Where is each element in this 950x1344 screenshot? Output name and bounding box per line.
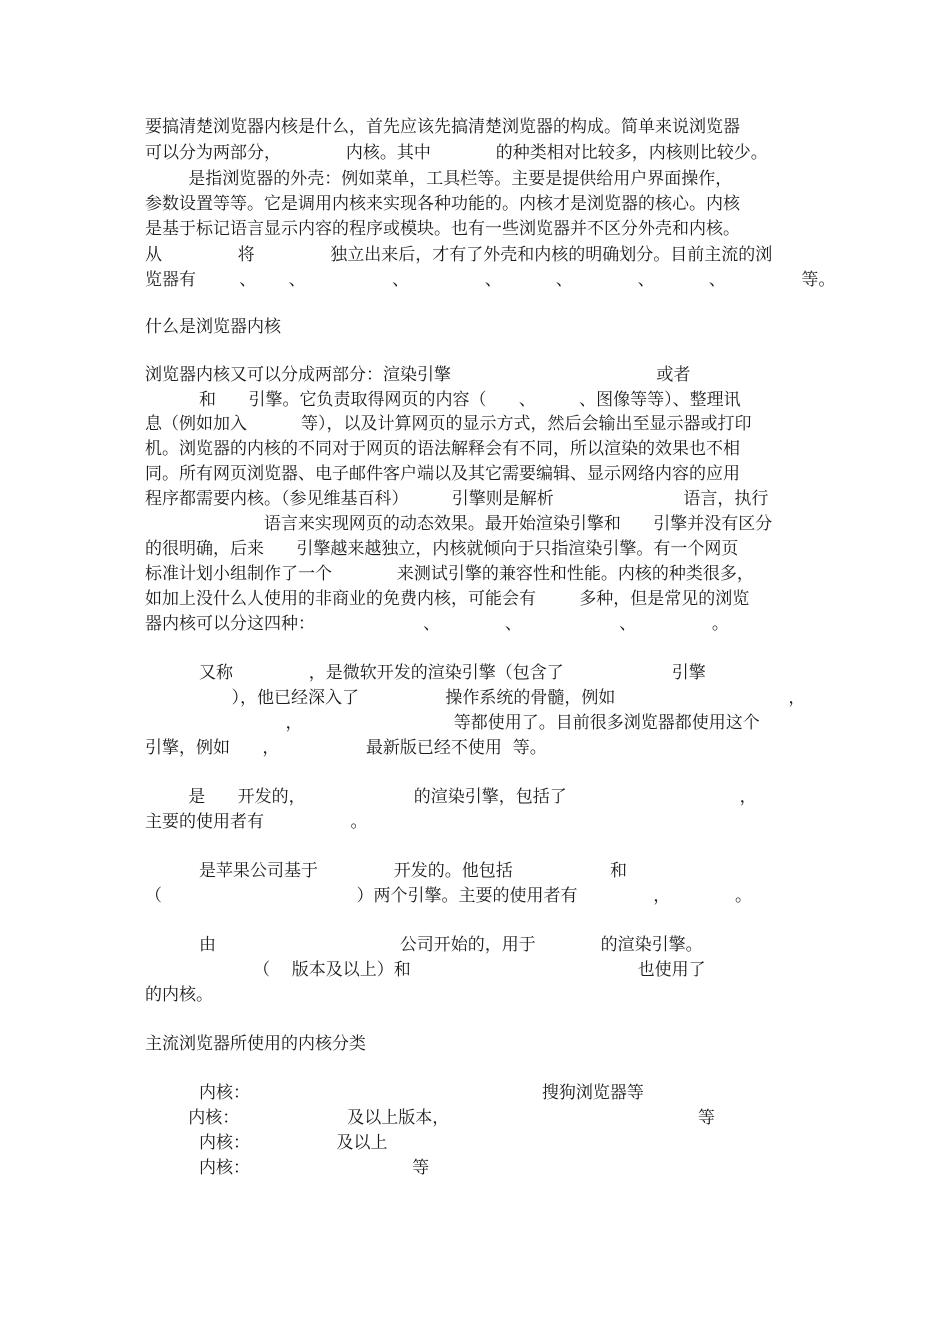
text-line: 和 引擎。它负责取得网页的内容（ 、 、图像等等）、整理讯 — [145, 390, 741, 410]
list-item: 内核： 搜狗浏览器等 — [145, 1083, 644, 1103]
text-line: 是苹果公司基于 开发的。他包括 和 — [145, 861, 627, 881]
text-line: 可以分为两部分， 内核。其中 的种类相对比较多，内核则比较少。 — [145, 143, 768, 163]
text-line: ），他已经深入了 操作系统的骨髓，例如 ， — [145, 688, 806, 708]
section-heading: 什么是浏览器内核 — [145, 317, 281, 337]
text-line: 从 将 独立出来后，才有了外壳和内核的明确划分。目前主流的浏 — [145, 245, 773, 265]
text-line: 息（例如加入 等），以及计算网页的显示方式，然后会输出至显示器或打印 — [145, 414, 752, 434]
list-item: 内核： 及以上版本， 等 — [145, 1108, 715, 1128]
section-heading: 主流浏览器所使用的内核分类 — [145, 1034, 366, 1054]
list-item: 内核： 等 — [145, 1158, 430, 1178]
text-line: 是指浏览器的外壳：例如菜单，工具栏等。主要是提供给用户界面操作， — [145, 169, 733, 189]
text-line: 的内核。 — [145, 985, 213, 1005]
text-line: ， 等都使用了。目前很多浏览器都使用这个 — [145, 713, 760, 733]
text-line: 由 公司开始的，用于 的渲染引擎。 — [145, 935, 703, 955]
text-line: （ ）两个引擎。主要的使用者有 ， 。 — [145, 886, 753, 906]
text-line: 主要的使用者有 。 — [145, 812, 368, 832]
text-line: 语言来实现网页的动态效果。最开始渲染引擎和 引擎并没有区分 — [145, 514, 773, 534]
text-line: 是 开发的， 的渲染引擎，包括了 ， — [145, 787, 757, 807]
text-line: （ 版本及以上）和 也使用了 — [145, 960, 706, 980]
text-line: 程序都需要内核。（参见维基百科） 引擎则是解析 语言，执行 — [145, 489, 769, 509]
text-line: 要搞清楚浏览器内核是什么，首先应该先搞清楚浏览器的构成。简单来说浏览器 — [145, 117, 740, 137]
text-line: 机。浏览器的内核的不同对于网页的语法解释会有不同，所以渲染的效果也不相 — [145, 439, 740, 459]
text-line: 又称 ，是微软开发的渲染引擎（包含了 引擎 — [145, 663, 706, 683]
text-line: 标准计划小组制作了一个 来测试引擎的兼容性和性能。内核的种类很多， — [145, 564, 754, 584]
text-line: 参数设置等等。它是调用内核来实现各种功能的。内核才是浏览器的核心。内核 — [145, 194, 740, 214]
text-line: 同。所有网页浏览器、电子邮件客户端以及其它需要编辑、显示网络内容的应用 — [145, 464, 740, 484]
text-line: 浏览器内核又可以分成两部分：渲染引擎 或者 — [145, 365, 691, 385]
text-line: 览器有 、 、 、 、 、 、 、 等。 — [145, 270, 836, 290]
text-line: 的很明确，后来 引擎越来越独立，内核就倾向于只指渲染引擎。有一个网页 — [145, 539, 739, 559]
text-line: 如加上没什么人使用的非商业的免费内核，可能会有 多种，但是常见的浏览 — [145, 589, 750, 609]
text-line: 是基于标记语言显示内容的程序或模块。也有一些浏览器并不区分外壳和内核。 — [145, 219, 740, 239]
text-line: 器内核可以分这四种： 、 、 、 。 — [145, 614, 729, 634]
list-item: 内核： 及以上 — [145, 1133, 388, 1153]
text-line: 引擎，例如 ， 最新版已经不使用 等。 — [145, 738, 547, 758]
